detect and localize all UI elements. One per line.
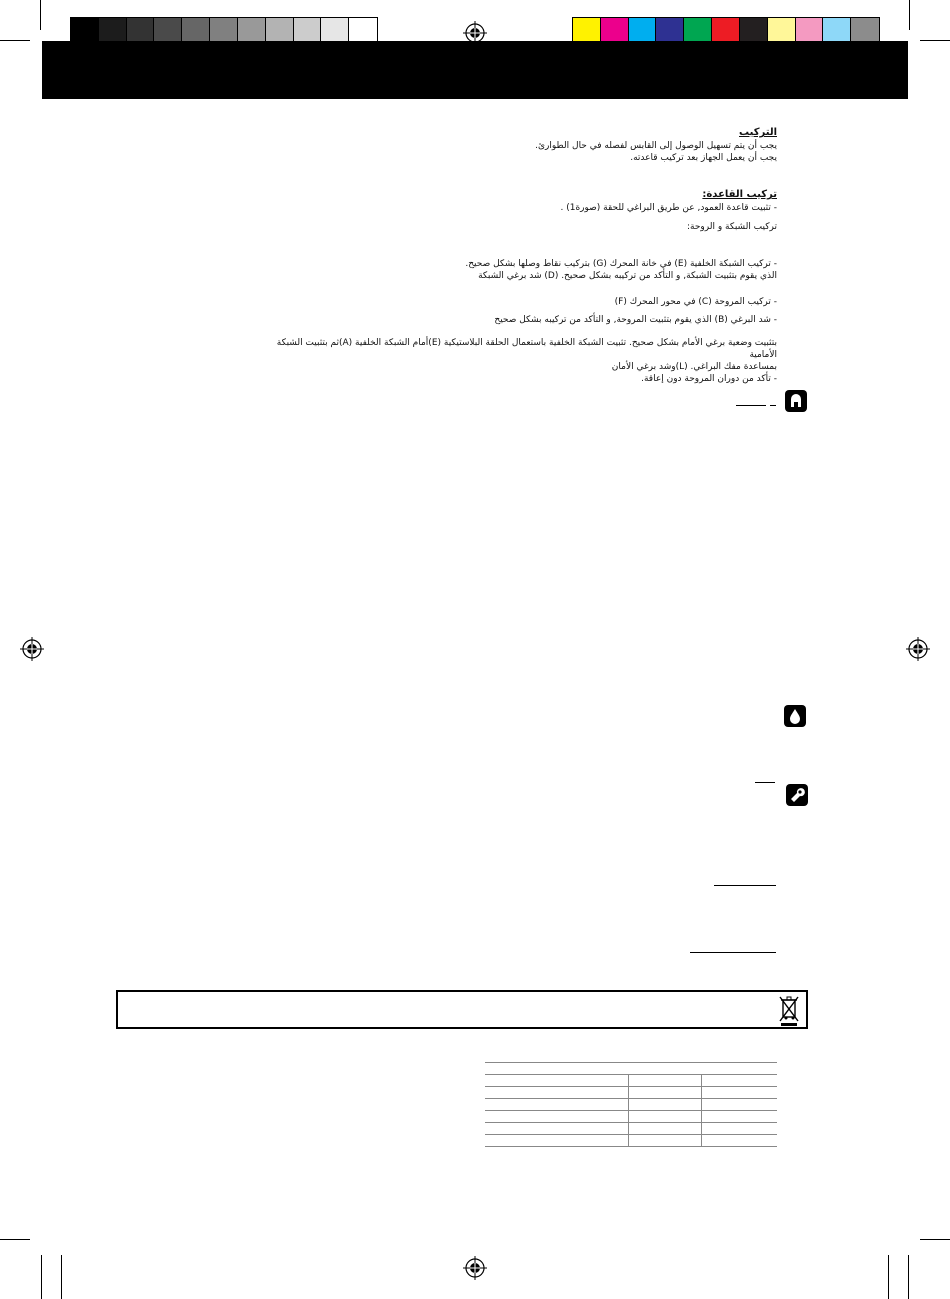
crop-mark	[888, 1255, 889, 1299]
disposal-notice-box	[116, 990, 808, 1029]
step-line: الذي يقوم بتثبيت الشبكة, و التأكد من تركيبه بشكل صحيح. (D) شد برغي الشبكة	[478, 271, 777, 281]
specifications-table	[485, 1062, 777, 1147]
crop-mark	[40, 0, 41, 30]
plug-icon	[785, 390, 807, 412]
separator-line	[770, 405, 776, 406]
crop-mark	[0, 40, 30, 41]
step-line: بمساعدة مفك البراغي. (L)وشد برغي الأمان	[611, 362, 777, 372]
crop-mark	[920, 1239, 950, 1240]
step-line: - تركيب المروحة (C) في محور المحرك (F)	[614, 297, 777, 307]
installation-line: يجب أن يعمل الجهاز بعد تركيب قاعدته.	[630, 153, 777, 163]
header-band	[42, 41, 908, 99]
table-row	[485, 1075, 777, 1087]
installation-line: يجب أن يتم تسهيل الوصول إلى القابس لفصله في حال الطوارئ.	[535, 141, 777, 151]
base-title: تركيب القاعدة:	[702, 189, 777, 200]
base-line: - تثبيت قاعدة العمود, عن طريق البراغي للحقة (صورة1) .	[560, 203, 777, 213]
separator-line	[690, 952, 776, 953]
crop-mark	[909, 0, 910, 30]
crop-mark	[41, 1255, 42, 1299]
table-row	[485, 1087, 777, 1099]
separator-line	[736, 405, 766, 406]
step-line: الأمامية	[749, 350, 777, 360]
crop-mark	[61, 1255, 62, 1299]
grid-fan-subtitle: تركيب الشبكة و الروحة:	[687, 222, 777, 232]
crossed-bin-icon	[778, 994, 800, 1027]
registration-mark-icon	[20, 637, 44, 661]
crop-mark	[908, 1255, 909, 1299]
separator-line	[714, 885, 776, 886]
table-row	[485, 1123, 777, 1135]
table-row	[485, 1135, 777, 1147]
installation-title: التركيب	[739, 127, 777, 138]
crop-mark	[920, 40, 950, 41]
table-row	[485, 1099, 777, 1111]
water-drop-icon	[784, 705, 806, 727]
step-line: - تركيب الشبكة الخلفية (E) في خانة المحرك (G) بتركيب نقاط وصلها بشكل صحيح.	[465, 259, 777, 269]
crop-mark	[0, 1239, 30, 1240]
separator-line	[755, 782, 775, 783]
wrench-icon	[786, 784, 808, 806]
registration-mark-icon	[463, 1256, 487, 1280]
table-row	[485, 1063, 777, 1075]
step-line: - تأكد من دوران المروحة دون إعاقة.	[641, 374, 777, 384]
registration-mark-icon	[906, 637, 930, 661]
step-line: - شد البرغي (B) الذي يقوم بتثبيت المروحة, و التأكد من تركيبه بشكل صحيح	[494, 315, 777, 325]
step-line: بتثبيت وضعية برغي الأمام بشكل صحيح. تثبيت الشبكة الخلفية باستعمال الحلقة البلاستيكية (E)أمام الشبكة الخلفية (A)ثم بتثبيت الشبكة	[276, 338, 777, 348]
table-row	[485, 1111, 777, 1123]
